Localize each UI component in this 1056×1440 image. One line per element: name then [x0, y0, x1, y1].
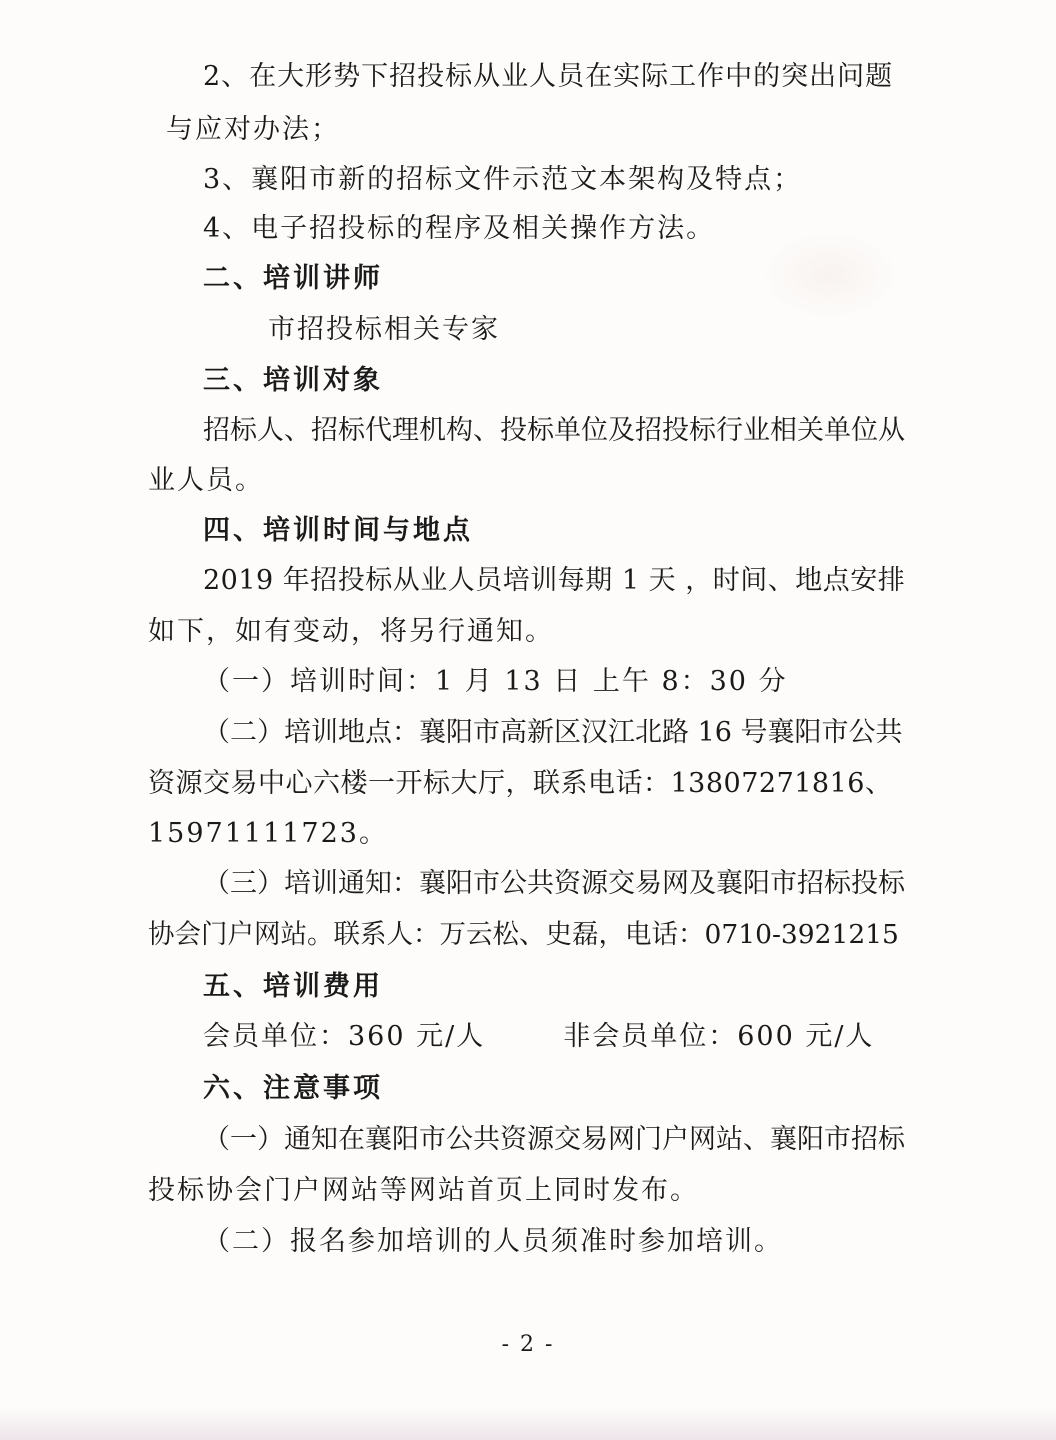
scan-edge-shade: [0, 1408, 1056, 1440]
item-3: 3、襄阳市新的招标文件示范文本架构及特点；: [203, 164, 803, 195]
place-item-line-1: （二）培训地点：襄阳市高新区汉江北路 16 号襄阳市公共: [203, 717, 903, 748]
section-4-intro-line-2: 如下，如有变动，将另行通知。: [148, 616, 554, 647]
section-3-body-line-1: 招标人、招标代理机构、投标单位及招投标行业相关单位从: [203, 415, 905, 446]
fee-line: [203, 1020, 874, 1054]
item-4: 4、电子招投标的程序及相关操作方法。: [203, 213, 716, 244]
page-number: - 2 -: [501, 1332, 555, 1357]
notice-item-line-1: （三）培训通知：襄阳市公共资源交易网及襄阳市招标投标: [203, 868, 905, 899]
item-2-line-2: 与应对办法；: [166, 114, 340, 145]
faint-stamp-mark: [760, 230, 900, 320]
place-item-line-3: 15971111723。: [148, 818, 388, 849]
item-2-text-1: 2、在大形势下招投标从业人员在实际工作中的突出问题: [203, 61, 894, 92]
section-3-heading: 三、培训对象: [203, 365, 383, 396]
time-item: （一）培训时间：1 月 13 日 上午 8：30 分: [203, 666, 788, 697]
section-4-intro-line-1: 2019 年招投标从业人员培训每期 1 天 ，时间、地点安排: [203, 565, 906, 596]
section-5-heading: 五、培训费用: [203, 971, 383, 1002]
note-1-line-1: （一）通知在襄阳市公共资源交易网门户网站、襄阳市招标: [203, 1124, 905, 1155]
note-2: （二）报名参加培训的人员须准时参加培训。: [203, 1226, 783, 1257]
section-4-heading: 四、培训时间与地点: [203, 515, 473, 546]
fee-nonmember: 非会员单位：600 元/人: [563, 1021, 875, 1052]
section-6-heading: 六、注意事项: [203, 1073, 383, 1104]
item-2-line-1: [203, 60, 893, 94]
section-2-body: 市招投标相关专家: [268, 314, 500, 345]
notice-item-line-2: 协会门户网站。联系人：万云松、史磊，电话：0710-3921215: [148, 919, 899, 950]
fee-member: 会员单位：360 元/人: [203, 1021, 486, 1052]
note-1-line-2: 投标协会门户网站等网站首页上同时发布。: [148, 1175, 699, 1206]
section-2-heading: 二、培训讲师: [203, 263, 383, 294]
place-item-line-2: 资源交易中心六楼一开标大厅，联系电话：13807271816、: [148, 768, 893, 799]
section-3-body-line-2: 业人员。: [148, 465, 264, 496]
